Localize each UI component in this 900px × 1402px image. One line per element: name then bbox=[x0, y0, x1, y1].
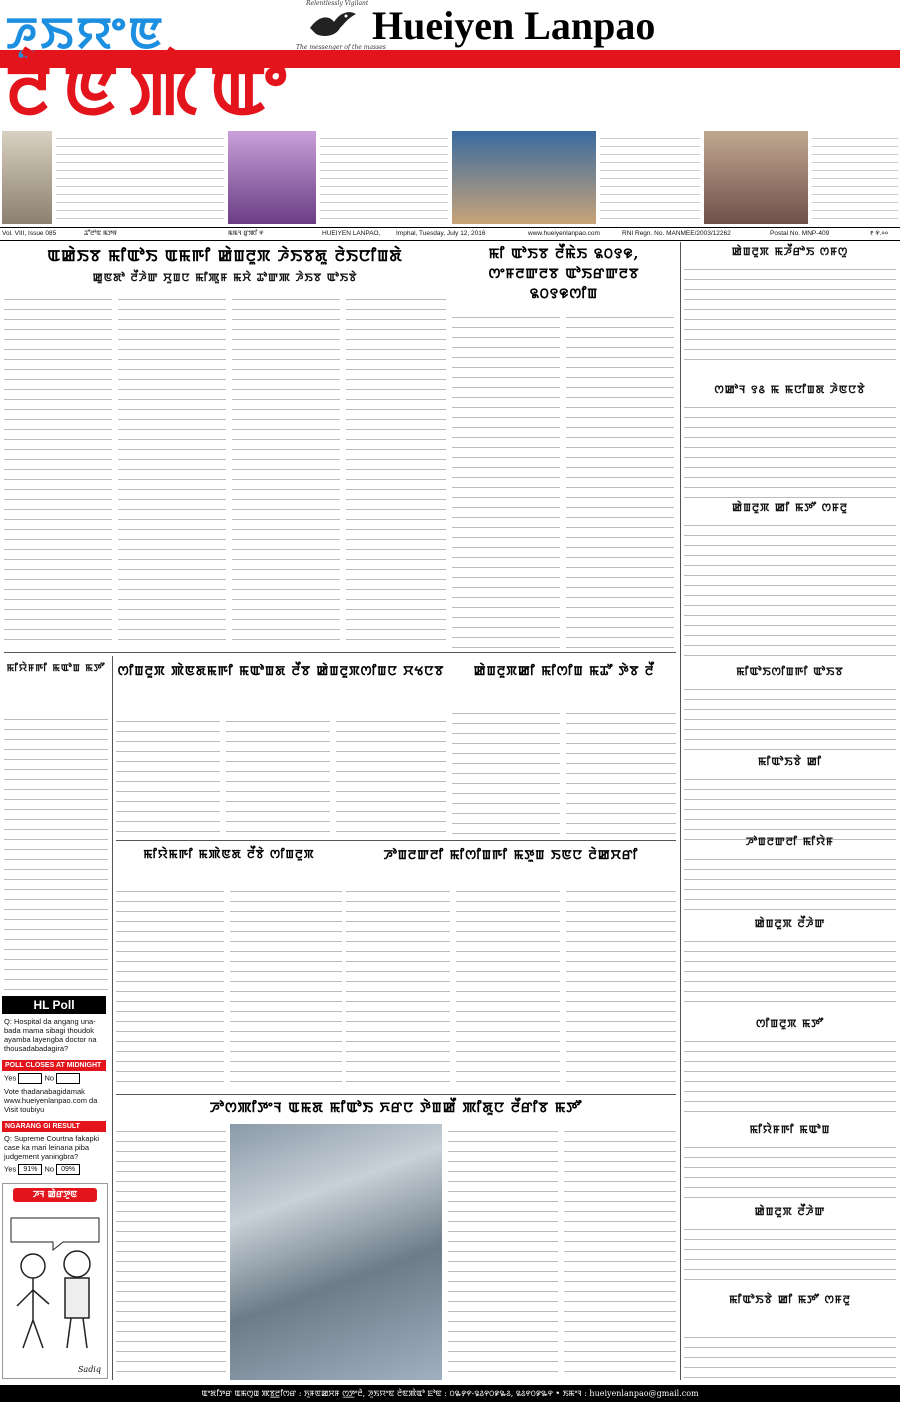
sidebar-story-4 bbox=[684, 682, 896, 752]
bottom-story-col-1 bbox=[116, 1124, 226, 1380]
agency-name: HUEIYEN LANPAO, bbox=[322, 230, 381, 237]
issue-date: Imphal, Tuesday, July 12, 2016 bbox=[396, 230, 486, 237]
mid-center-col-1 bbox=[116, 714, 220, 834]
photo-tribute bbox=[2, 131, 52, 224]
poll-result-no: 09% bbox=[56, 1164, 80, 1175]
mid-center-col-2 bbox=[226, 714, 330, 834]
left-column-divider bbox=[112, 656, 113, 1380]
poll-result-no-label: No bbox=[44, 1164, 55, 1174]
rni-number: RNI Regn. No. MANMEE/2003/12262 bbox=[622, 230, 731, 237]
poll-vote-instruction[interactable]: Vote thadanabagidamak www.hueiyenlanpao.com da Visit toubiyu bbox=[4, 1087, 98, 1114]
sidebar-subhead-2: ꯀꯥꯡꯂꯨꯞ ꯀꯤ ꯃꯇꯧ ꯁꯝꯂꯨ bbox=[732, 501, 848, 514]
cartoon-signature: Sadiq bbox=[77, 1365, 101, 1374]
sidebar-subhead-7: ꯁꯤꯡꯂꯨꯞ ꯃꯇꯧ bbox=[756, 1017, 824, 1030]
footer-imprint: ꯑꯦꯗꯤꯇꯔ ꯑꯃꯁꯨꯡ ꯄꯕ꯭ꯂꯤꯁꯔ : ꯈꯨꯝꯟꯀꯆꯝ ꯁ꯭ꯇꯦꯂꯥ, ꯍꯨꯏꯌꯦꯟ ꯂꯥꯟꯄꯥꯑꯣ ꯐꯣꯟ : ꯰꯳꯸꯵-꯲꯴꯵꯰꯹꯳꯴, ꯲꯴꯵꯰꯹꯳꯵ • ꯏꯃꯦꯜ : hueiyenlanpao@gmail.com bbox=[0, 1385, 900, 1402]
manipuri-price: ꯃꯃꯜ ꯔꯨꯄꯤ ꯵ bbox=[228, 230, 264, 237]
poll-closes-banner: POLL CLOSES AT MIDNIGHT bbox=[2, 1060, 106, 1071]
dove-logo-icon bbox=[306, 6, 358, 42]
poll-yes-label: Yes bbox=[4, 1073, 17, 1083]
sidebar-subhead-1: ꯁꯀꯣꯜ ꯱꯴ ꯃ ꯃꯅꯤꯡꯗ ꯍꯥꯟꯅꯕꯥ bbox=[714, 383, 866, 396]
price: ₹ ꯵.०० bbox=[870, 230, 889, 237]
poll-result-yes-label: Yes bbox=[4, 1164, 17, 1174]
lead-story-col-4 bbox=[346, 292, 446, 642]
lower-right-col-1 bbox=[346, 884, 450, 1088]
postal-number: Postal No. MNP-409 bbox=[770, 230, 830, 237]
poll-result-question: Q: Supreme Courtna fakapki case ka mari leinana piba judgement yaningbra? bbox=[4, 1134, 100, 1161]
second-story-col-2 bbox=[566, 310, 674, 650]
bottom-story-col-2 bbox=[448, 1124, 558, 1380]
sidebar-subhead-3: ꯃꯤꯑꯣꯏꯁꯤꯡꯒꯤ ꯑꯣꯏꯕ bbox=[736, 665, 844, 678]
photo-caption-2 bbox=[320, 131, 448, 224]
lead-subheadline: ꯀꯨꯟꯗꯣ ꯂꯩꯍꯥꯛ ꯆꯨꯡꯅ ꯃꯤꯄꯨꯝ ꯃꯆꯥ ꯊꯣꯛꯄ ꯍꯥꯏꯕ ꯑꯣꯏꯕꯥ bbox=[92, 271, 358, 284]
masthead-manipuri-small: ꯍꯨꯏꯌꯦꯟ bbox=[6, 8, 166, 59]
issue-info-bar bbox=[0, 227, 900, 241]
masthead-english-title: Hueiyen Lanpao bbox=[372, 3, 656, 48]
sidebar-story-6 bbox=[684, 852, 896, 914]
dove-tagline-bottom: The messenger of the masses bbox=[296, 44, 386, 51]
lead-story-col-3 bbox=[232, 292, 340, 642]
lower-right-col-2 bbox=[456, 884, 560, 1088]
sidebar-subhead-6: ꯀꯥꯡꯂꯨꯞ ꯂꯩꯍꯥꯛ bbox=[754, 917, 826, 930]
website-link[interactable]: www.hueiyenlanpao.com bbox=[528, 230, 600, 237]
masthead-manipuri-title: ꯂꯥꯟꯄꯥꯑꯣ bbox=[6, 49, 298, 131]
lead-story-col-1 bbox=[4, 292, 112, 642]
mid-center-col-3 bbox=[336, 714, 446, 834]
mid-right-headline: ꯀꯥꯡꯂꯨꯞꯀꯤ ꯃꯤꯁꯤꯡ ꯃꯊꯧ ꯇꯥꯕ ꯂꯩ bbox=[473, 664, 655, 679]
lower-right-headline: ꯍꯣꯡꯂꯛꯂꯤ ꯃꯤꯁꯤꯡꯒꯤ ꯃꯇꯨꯡ ꯏꯟꯅ ꯂꯥꯀꯆꯔꯤ bbox=[383, 848, 639, 863]
lead-story-col-2 bbox=[118, 292, 226, 642]
sidebar-divider bbox=[680, 242, 681, 1380]
cartoon-box bbox=[2, 1183, 108, 1379]
poll-result-banner: NGARANG GI RESULT bbox=[2, 1121, 106, 1132]
bottom-story-photo bbox=[230, 1124, 442, 1380]
volume-issue: Vol. VIII, Issue 085 bbox=[2, 230, 57, 237]
mid-right-col-2 bbox=[566, 706, 676, 834]
manipuri-date: ꯊꯧꯂꯣꯟ ꯃꯇꯝ bbox=[84, 230, 117, 237]
poll-yes-checkbox[interactable] bbox=[18, 1073, 42, 1084]
sidebar-subhead-10: ꯃꯤꯑꯣꯏꯕꯥ ꯀꯤ ꯃꯇꯧ ꯁꯝꯂꯨ bbox=[729, 1293, 851, 1306]
photo-pageant bbox=[228, 131, 316, 224]
sidebar-story-8 bbox=[684, 1034, 896, 1118]
lower-left-col-1 bbox=[116, 884, 224, 1088]
lead-headline: ꯑꯀꯥꯏꯕ ꯃꯤꯑꯣꯏ ꯑꯃꯒꯤ ꯀꯥꯡꯂꯨꯞ ꯍꯥꯏꯕꯗꯨ ꯂꯥꯏꯅꯤꯡꯗꯥ bbox=[47, 246, 403, 265]
mid-center-headline: ꯁꯤꯡꯂꯨꯞ ꯄꯥꯟꯗꯃꯒꯤ ꯃꯑꯣꯡꯗ ꯂꯩꯕ ꯀꯥꯡꯂꯨꯞꯁꯤꯡꯅ ꯆꯠꯅꯕ bbox=[117, 664, 445, 679]
sidebar-story-2 bbox=[684, 400, 896, 498]
poll-no-label: No bbox=[44, 1073, 55, 1083]
sidebar-subhead-9: ꯀꯥꯡꯂꯨꯞ ꯂꯩꯍꯥꯛ bbox=[754, 1205, 826, 1218]
photo-university-event bbox=[452, 131, 596, 224]
bottom-story-col-3 bbox=[564, 1124, 676, 1380]
cartoon-figures-icon bbox=[3, 1208, 107, 1358]
left-column-story bbox=[4, 712, 108, 992]
poll-result-yes: 91% bbox=[18, 1164, 42, 1175]
masthead bbox=[0, 0, 900, 131]
poll-heading: HL Poll bbox=[2, 996, 106, 1014]
sidebar-subhead-4: ꯃꯤꯑꯣꯏꯕꯥ ꯀꯤ bbox=[758, 755, 822, 768]
poll-no-checkbox[interactable] bbox=[56, 1073, 80, 1084]
photo-caption-4 bbox=[812, 131, 898, 224]
sidebar-story-3 bbox=[684, 518, 896, 660]
sidebar-subhead-5: ꯍꯣꯡꯂꯛꯂꯤ ꯃꯤꯌꯥꯝ bbox=[745, 835, 834, 848]
second-story-col-1 bbox=[452, 310, 560, 650]
lower-right-col-3 bbox=[566, 884, 676, 1088]
cartoon-title: ꯍꯜ ꯀꯥꯔꯇꯨꯟ bbox=[13, 1188, 97, 1202]
sidebar-story-1 bbox=[684, 262, 896, 362]
rule-bottom-story bbox=[116, 1094, 676, 1095]
sidebar-story-7 bbox=[684, 934, 896, 1004]
photo-award-ceremony bbox=[704, 131, 808, 224]
mid-right-col-1 bbox=[452, 706, 560, 834]
rule-lead-bottom bbox=[4, 652, 676, 653]
sidebar-story-5 bbox=[684, 772, 896, 842]
bottom-headline: ꯍꯣꯁꯄꯤꯇꯦꯜ ꯑꯃꯗ ꯃꯤꯑꯣꯏ ꯈꯔꯅ ꯇꯥꯡꯀꯩ ꯄꯤꯗꯨꯅ ꯂꯩꯔꯤꯕ ꯃꯇꯧ bbox=[209, 1100, 583, 1116]
dove-tagline-top: Relentlessly Vigilant bbox=[306, 0, 369, 7]
sidebar-story-11 bbox=[684, 1330, 896, 1380]
photo-caption-3 bbox=[600, 131, 700, 224]
hl-poll-box bbox=[2, 996, 106, 1180]
photo-caption-1 bbox=[56, 131, 224, 224]
second-headline: ꯃꯤ ꯑꯣꯏꯕ ꯂꯩꯃꯥꯏ ꯲꯰꯱꯶, ꯁꯦꯝꯂꯛꯂꯕ ꯑꯣꯏꯔꯛꯂꯕ ꯲꯰꯱꯶ꯁꯤꯡ bbox=[488, 246, 640, 302]
left-column-headline: ꯃꯤꯌꯥꯝꯒꯤ ꯃꯑꯣꯡ ꯃꯇꯧ bbox=[6, 663, 106, 674]
lower-left-headline: ꯃꯤꯌꯥꯃꯒꯤ ꯃꯄꯥꯟꯗ ꯂꯩꯕꯥ ꯁꯤꯡꯂꯨꯞ bbox=[143, 847, 315, 861]
sidebar-story-10 bbox=[684, 1222, 896, 1288]
rule-mid-bottom bbox=[116, 840, 676, 841]
sidebar-headline: ꯀꯥꯡꯂꯨꯞ ꯃꯍꯩꯔꯣꯏ ꯁꯝꯁꯨ bbox=[731, 245, 849, 258]
lower-left-col-2 bbox=[230, 884, 342, 1088]
sidebar-subhead-8: ꯃꯤꯌꯥꯝꯒꯤ ꯃꯑꯣꯡ bbox=[749, 1123, 831, 1136]
sidebar-story-9 bbox=[684, 1140, 896, 1202]
poll-question: Q: Hospital da angang una-bada mama sibagi thoudok ayamba layengba doctor na thousadabadagira? bbox=[4, 1017, 97, 1053]
